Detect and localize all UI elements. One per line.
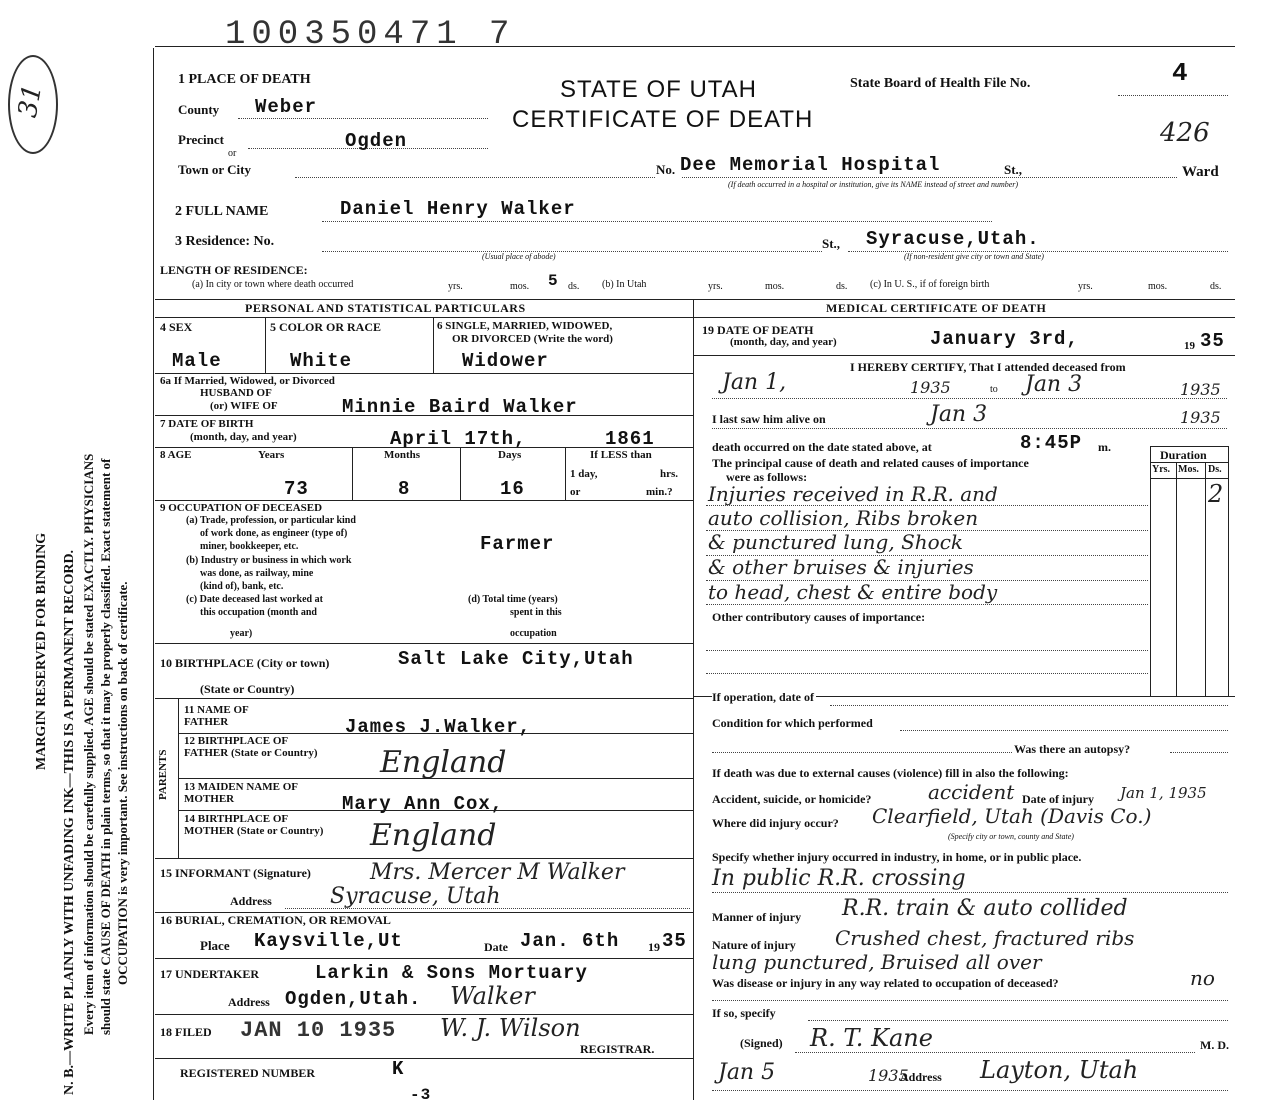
father-value: James J.Walker, bbox=[345, 716, 532, 738]
informant-address-label: Address bbox=[230, 894, 272, 908]
burial-date-label: Date bbox=[484, 940, 508, 954]
occupation-c1: (c) Date deceased last worked at bbox=[186, 594, 323, 605]
dob-value: April 17th, bbox=[390, 428, 527, 450]
other-causes-label: Other contributory causes of importance: bbox=[712, 610, 926, 624]
father-label: 11 NAME OF FATHER bbox=[184, 704, 249, 728]
undertaker-value: Larkin & Sons Mortuary bbox=[315, 962, 588, 984]
certify-text: I HEREBY CERTIFY, That I attended deceased from bbox=[850, 360, 1126, 374]
death-date-label-1: 19 DATE OF DEATH bbox=[702, 323, 814, 337]
attended-from: Jan 1, bbox=[722, 370, 787, 395]
length-ds: ds. bbox=[568, 281, 580, 292]
hospital-note: (If death occurred in a hospital or institution, give its NAME instead of street and number) bbox=[728, 180, 1019, 189]
external-label: If death was due to external causes (violence) fill in also the following: bbox=[712, 766, 1069, 780]
registered-value: K bbox=[392, 1058, 405, 1080]
public-value: In public R.R. crossing bbox=[712, 866, 966, 891]
accident-value: accident bbox=[928, 780, 1015, 804]
duration-label: Duration bbox=[1160, 448, 1207, 462]
occupation-a1: (a) Trade, profession, or particular kind bbox=[186, 515, 356, 526]
condition-label: Condition for which performed bbox=[712, 716, 873, 730]
residence-st: St., bbox=[822, 236, 841, 251]
death-time: 8:45P bbox=[1020, 432, 1083, 454]
nature-value-2: lung punctured, Bruised all over bbox=[712, 950, 1042, 974]
residence-label: 3 Residence: No. bbox=[175, 234, 275, 249]
personal-heading: PERSONAL AND STATISTICAL PARTICULARS bbox=[245, 301, 526, 315]
residence-value: Syracuse,Utah. bbox=[866, 228, 1040, 250]
attended-to-year: 1935 bbox=[1180, 380, 1221, 399]
margin-line1: N. B.—WRITE PLAINLY WITH UNFADING INK—THIS IS A PERMANENT RECORD. bbox=[62, 549, 77, 1095]
left-border bbox=[153, 48, 154, 1100]
attended-to-label: to bbox=[990, 384, 998, 395]
certificate-title: CERTIFICATE OF DEATH bbox=[512, 106, 814, 133]
birthplace-value: Salt Lake City,Utah bbox=[398, 648, 634, 670]
county-label: County bbox=[178, 102, 220, 117]
town-label: Town or City bbox=[178, 162, 251, 177]
physician-address-label: Address bbox=[900, 1070, 942, 1084]
registrar-signature: W. J. Wilson bbox=[440, 1014, 581, 1042]
full-name-value: Daniel Henry Walker bbox=[340, 198, 576, 220]
age-days-label: Days bbox=[498, 449, 522, 461]
attended-from-year: 1935 bbox=[910, 378, 951, 397]
ifso-label: If so, specify bbox=[712, 1006, 776, 1020]
death-time-m: m. bbox=[1098, 440, 1111, 454]
last-saw-year: 1935 bbox=[1180, 408, 1221, 427]
county-value: Weber bbox=[255, 96, 318, 118]
personal-head-rule bbox=[155, 317, 1235, 318]
burial-year-value: 35 bbox=[662, 930, 687, 952]
margin-line3: should state CAUSE OF DEATH in plain terms, so that it may be properly classified. Exact statement of bbox=[98, 458, 113, 1035]
cause-line-4: & other bruises & injuries bbox=[708, 555, 974, 579]
length-c: (c) In U. S., if of foreign birth bbox=[870, 279, 990, 290]
residence-note: (If non-resident give city or town and State) bbox=[904, 252, 1044, 261]
physician-signature: R. T. Kane bbox=[810, 1024, 933, 1052]
length-c-mos: mos. bbox=[1148, 281, 1168, 292]
sex-value: Male bbox=[172, 350, 222, 372]
age-years-label: Years bbox=[258, 449, 285, 461]
length-b-mos: mos. bbox=[765, 281, 785, 292]
registered-bottom: -3 bbox=[410, 1086, 432, 1104]
marital-label-1: 6 SINGLE, MARRIED, WIDOWED, bbox=[437, 320, 613, 332]
medical-heading: MEDICAL CERTIFICATE OF DEATH bbox=[826, 301, 1047, 315]
mother-birthplace-label: 14 BIRTHPLACE OF MOTHER (State or Country) bbox=[184, 813, 324, 837]
duration-ds: Ds. bbox=[1208, 464, 1222, 475]
autopsy-label: Was there an autopsy? bbox=[1014, 742, 1131, 756]
burial-place-label: Place bbox=[200, 938, 230, 953]
burial-date-value: Jan. 6th bbox=[520, 930, 620, 952]
length-label: LENGTH OF RESIDENCE: bbox=[160, 263, 308, 277]
dob-year: 1861 bbox=[605, 428, 655, 450]
occupation-c2: this occupation (month and bbox=[200, 607, 317, 618]
signed-label: (Signed) bbox=[740, 1036, 783, 1050]
duration-yrs: Yrs. bbox=[1152, 464, 1171, 475]
occupation-d2: spent in this bbox=[510, 607, 562, 618]
occupation-value: Farmer bbox=[480, 533, 555, 555]
cause-line-3: & punctured lung, Shock bbox=[708, 530, 964, 554]
operation-label: If operation, date of bbox=[712, 690, 814, 704]
age-day-label: 1 day, bbox=[570, 468, 598, 480]
occupation-b1: (b) Industry or business in which work bbox=[186, 555, 352, 566]
informant-signature: Mrs. Mercer M Walker bbox=[370, 860, 625, 885]
last-saw-date: Jan 3 bbox=[930, 402, 988, 427]
death-date-label-2: (month, day, and year) bbox=[730, 336, 837, 348]
where-label: Where did injury occur? bbox=[712, 816, 839, 830]
duration-mos: Mos. bbox=[1178, 464, 1199, 475]
mother-birthplace-value: England bbox=[370, 818, 497, 853]
registrar-label: REGISTRAR. bbox=[580, 1042, 655, 1056]
occupation-c3: year) bbox=[230, 628, 253, 639]
burial-year-prefix: 19 bbox=[648, 940, 660, 954]
principal-label-2: were as follows: bbox=[726, 470, 808, 484]
injury-date-label: Date of injury bbox=[1022, 792, 1094, 806]
where-value: Clearfield, Utah (Davis Co.) bbox=[872, 804, 1152, 828]
sign-date: Jan 5 bbox=[718, 1060, 776, 1085]
manner-label: Manner of injury bbox=[712, 910, 802, 924]
death-year-prefix: 19 bbox=[1184, 340, 1195, 352]
margin-line2: Every item of information should be carefully supplied. AGE should be stated EXACTLY. PHYSICIANS bbox=[81, 453, 96, 1035]
race-value: White bbox=[290, 350, 353, 372]
physician-address: Layton, Utah bbox=[980, 1056, 1139, 1084]
age-months-label: Months bbox=[384, 449, 421, 461]
age-years-value: 73 bbox=[284, 478, 309, 500]
occurred-label: death occurred on the date stated above, at bbox=[712, 440, 932, 454]
circled-number-text: 31 bbox=[12, 82, 49, 120]
marital-label-2: OR DIVORCED (Write the word) bbox=[452, 333, 613, 345]
mother-label: 13 MAIDEN NAME OF MOTHER bbox=[184, 781, 298, 805]
precinct-label: Precinct bbox=[178, 132, 224, 147]
length-c-ds: ds. bbox=[1210, 281, 1222, 292]
cause-line-2: auto collision, Ribs broken bbox=[708, 506, 979, 530]
margin-binding: MARGIN RESERVED FOR BINDING bbox=[34, 532, 49, 770]
father-birthplace-value: England bbox=[380, 745, 507, 780]
undertaker-signature: Walker bbox=[450, 982, 535, 1010]
age-days-value: 16 bbox=[500, 478, 525, 500]
father-birthplace-label: 12 BIRTHPLACE OF FATHER (State or Country) bbox=[184, 735, 318, 759]
nature-value-1: Crushed chest, fractured ribs bbox=[835, 926, 1135, 950]
residence-usual: (Usual place of abode) bbox=[482, 252, 556, 261]
birthplace-state: (State or Country) bbox=[200, 682, 295, 696]
accident-label: Accident, suicide, or homicide? bbox=[712, 792, 872, 806]
dob-label-1: 7 DATE OF BIRTH bbox=[160, 418, 254, 430]
center-divider bbox=[693, 300, 694, 1100]
birthplace-label: 10 BIRTHPLACE (City or town) bbox=[160, 656, 330, 670]
occupation-a2: of work done, as engineer (type of) bbox=[200, 528, 348, 539]
age-months-value: 8 bbox=[398, 478, 411, 500]
burial-place-value: Kaysville,Ut bbox=[254, 930, 403, 952]
undertaker-address: Ogden,Utah. bbox=[285, 988, 422, 1010]
occupation-a3: miner, bookkeeper, etc. bbox=[200, 541, 299, 552]
spouse-value: Minnie Baird Walker bbox=[342, 396, 578, 418]
informant-label: 15 INFORMANT (Signature) bbox=[160, 866, 311, 880]
precinct-value: Ogden bbox=[345, 130, 408, 152]
length-b-ds: ds. bbox=[836, 281, 848, 292]
burial-label: 16 BURIAL, CREMATION, OR REMOVAL bbox=[160, 913, 391, 927]
dob-label-2: (month, day, and year) bbox=[190, 431, 297, 443]
length-b: (b) In Utah bbox=[602, 279, 647, 290]
no-label: No. bbox=[656, 162, 676, 177]
state-title: STATE OF UTAH bbox=[560, 76, 757, 103]
nature-label: Nature of injury bbox=[712, 938, 796, 952]
hospital-value: Dee Memorial Hospital bbox=[680, 154, 941, 176]
ward-label: Ward bbox=[1182, 164, 1219, 180]
serial-number: 100350471 7 bbox=[225, 16, 516, 54]
spouse-label-3: (or) WIFE OF bbox=[210, 400, 278, 412]
death-year-value: 35 bbox=[1200, 330, 1225, 352]
length-mos: mos. bbox=[510, 281, 530, 292]
file-no-label: State Board of Health File No. bbox=[850, 76, 1031, 91]
file-no-value: 4 bbox=[1172, 58, 1189, 88]
age-or-label: or bbox=[570, 486, 581, 498]
parents-side-label: PARENTS bbox=[157, 749, 169, 800]
length-yrs: yrs. bbox=[448, 281, 463, 292]
st-label: St., bbox=[1004, 162, 1023, 177]
age-label: 8 AGE bbox=[160, 449, 192, 461]
attended-to-date: Jan 3 bbox=[1025, 372, 1083, 397]
undertaker-label: 17 UNDERTAKER bbox=[160, 967, 260, 981]
mother-value: Mary Ann Cox, bbox=[342, 793, 504, 815]
cause-line-1: Injuries received in R.R. and bbox=[708, 482, 998, 506]
age-hrs-label: hrs. bbox=[660, 468, 679, 480]
length-c-yrs: yrs. bbox=[1078, 281, 1093, 292]
age-min-label: min.? bbox=[646, 486, 673, 498]
age-less-label: If LESS than bbox=[590, 449, 652, 461]
principal-label-1: The principal cause of death and related causes of importance bbox=[712, 456, 1029, 470]
filed-label: 18 FILED bbox=[160, 1025, 212, 1039]
marital-value: Widower bbox=[462, 350, 549, 372]
full-name-label: 2 FULL NAME bbox=[175, 204, 269, 219]
undertaker-address-label: Address bbox=[228, 995, 270, 1009]
occupation-b3: (kind of), bank, etc. bbox=[200, 581, 284, 592]
filed-date: JAN 10 1935 bbox=[240, 1018, 397, 1043]
manner-value: R.R. train & auto collided bbox=[842, 896, 1128, 921]
injury-date-value: Jan 1, 1935 bbox=[1120, 784, 1207, 802]
occupation-b2: was done, as railway, mine bbox=[200, 568, 314, 579]
last-saw-label: I last saw him alive on bbox=[712, 412, 826, 426]
place-of-death-label: 1 PLACE OF DEATH bbox=[178, 72, 311, 87]
informant-address: Syracuse, Utah bbox=[330, 884, 501, 909]
occupation-d1: (d) Total time (years) bbox=[468, 594, 558, 605]
spouse-label-2: HUSBAND OF bbox=[200, 387, 272, 399]
occupation-d3: occupation bbox=[510, 628, 557, 639]
margin-line4: OCCUPATION is very important. See instructions on back of certificate. bbox=[115, 581, 130, 985]
precinct-or: or bbox=[228, 148, 237, 159]
personal-top-rule bbox=[155, 299, 1235, 300]
specify-label: Specify whether injury occurred in industry, in home, or in public place. bbox=[712, 850, 1082, 864]
duration-days-value: 2 bbox=[1208, 480, 1224, 508]
sex-label: 4 SEX bbox=[160, 320, 193, 334]
death-date-value: January 3rd, bbox=[930, 328, 1079, 350]
length-a: (a) In city or town where death occurred bbox=[192, 279, 354, 290]
length-days: 5 bbox=[548, 272, 559, 290]
race-label: 5 COLOR OR RACE bbox=[270, 320, 382, 334]
sign-year: 1935 bbox=[868, 1066, 909, 1085]
where-note: (Specify city or town, county and State) bbox=[948, 832, 1074, 841]
md-label: M. D. bbox=[1200, 1038, 1229, 1052]
occupation-label: 9 OCCUPATION OF DECEASED bbox=[160, 502, 323, 514]
related-answer: no bbox=[1190, 966, 1215, 990]
cause-line-5: to head, chest & entire body bbox=[708, 580, 998, 604]
registered-label: REGISTERED NUMBER bbox=[180, 1066, 316, 1080]
handwritten-file-no: 426 bbox=[1160, 118, 1210, 148]
length-b-yrs: yrs. bbox=[708, 281, 723, 292]
related-label: Was disease or injury in any way related to occupation of deceased? bbox=[712, 976, 1059, 990]
spouse-label-1: 6a If Married, Widowed, or Divorced bbox=[160, 375, 335, 387]
